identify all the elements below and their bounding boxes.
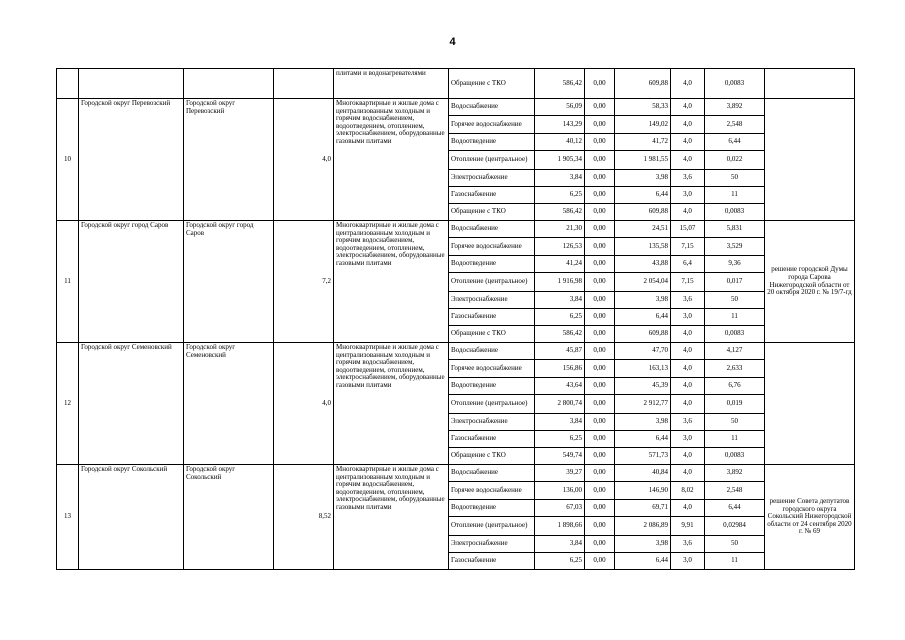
value-cell: 4,0: [671, 69, 705, 99]
district-name-2: Городской округ Перевозский: [184, 99, 274, 221]
value-cell: 549,74: [535, 448, 585, 465]
value-cell: 50: [705, 414, 765, 431]
value-cell: 6,44: [705, 134, 765, 151]
value-cell: 45,87: [535, 343, 585, 360]
value-cell: 3,84: [535, 292, 585, 309]
value-cell: 571,73: [615, 448, 671, 465]
value-cell: 3,0: [671, 431, 705, 448]
value-cell: 11: [705, 553, 765, 570]
page-number: 4: [449, 36, 456, 48]
value-cell: 0,0083: [705, 69, 765, 99]
value-cell: 4,0: [671, 134, 705, 151]
value-cell: 4,0: [671, 378, 705, 395]
index-value: 4,0: [274, 99, 334, 221]
value-cell: 50: [705, 536, 765, 553]
value-cell: 45,39: [615, 378, 671, 395]
value-cell: 0,00: [585, 326, 615, 343]
value-cell: 0,00: [585, 273, 615, 292]
value-cell: 0,0083: [705, 326, 765, 343]
value-cell: 3,98: [615, 292, 671, 309]
district-name-2: Городской округ город Саров: [184, 221, 274, 343]
service-name: Обращение с ТКО: [449, 69, 535, 99]
value-cell: 6,76: [705, 378, 765, 395]
service-name: Водоотведение: [449, 378, 535, 395]
table-row: [57, 99, 855, 116]
service-name: Водоснабжение: [449, 343, 535, 360]
continuation-row: [57, 69, 855, 99]
value-cell: 586,42: [535, 204, 585, 221]
value-cell: 4,0: [671, 465, 705, 482]
value-cell: 0,017: [705, 273, 765, 292]
value-cell: 3,6: [671, 292, 705, 309]
decision-text: решение городской Думы города Сарова Нижегородской области от 20 октября 2020 г. № 19/7-гд: [765, 221, 855, 343]
value-cell: 40,12: [535, 134, 585, 151]
service-name: Водоотведение: [449, 134, 535, 151]
value-cell: 4,0: [671, 326, 705, 343]
value-cell: 0,0083: [705, 204, 765, 221]
value-cell: 43,88: [615, 256, 671, 273]
value-cell: 3,84: [535, 536, 585, 553]
value-cell: 69,71: [615, 500, 671, 517]
value-cell: 0,00: [585, 151, 615, 170]
value-cell: 24,51: [615, 221, 671, 238]
district-name-2: Городской округ Семеновский: [184, 343, 274, 465]
value-cell: 0,00: [585, 116, 615, 134]
service-name: Водоснабжение: [449, 221, 535, 238]
value-cell: 0,00: [585, 517, 615, 536]
value-cell: 1 905,34: [535, 151, 585, 170]
value-cell: 6,25: [535, 309, 585, 326]
value-cell: 9,91: [671, 517, 705, 536]
value-cell: 47,70: [615, 343, 671, 360]
value-cell: 0,00: [585, 378, 615, 395]
tariff-table: [56, 68, 855, 570]
value-cell: 3,0: [671, 187, 705, 204]
value-cell: 0,00: [585, 414, 615, 431]
value-cell: 0,022: [705, 151, 765, 170]
value-cell: 6,25: [535, 553, 585, 570]
value-cell: 6,25: [535, 187, 585, 204]
service-name: Электроснабжение: [449, 536, 535, 553]
value-cell: 2,548: [705, 482, 765, 500]
value-cell: 39,27: [535, 465, 585, 482]
value-cell: 0,00: [585, 360, 615, 378]
value-cell: 135,58: [615, 238, 671, 256]
category-text: Многоквартирные и жилые дома с централизованным холодным и горячим водоснабжением, водоотведением, отоплением, электроснабжением, оборудованные газовыми плитами: [334, 221, 449, 343]
service-name: Водоотведение: [449, 256, 535, 273]
block-number: 10: [57, 99, 79, 221]
value-cell: 3,892: [705, 465, 765, 482]
value-cell: 0,00: [585, 553, 615, 570]
value-cell: 4,0: [671, 360, 705, 378]
value-cell: 0,00: [585, 69, 615, 99]
value-cell: 11: [705, 431, 765, 448]
value-cell: 11: [705, 309, 765, 326]
service-name: Обращение с ТКО: [449, 326, 535, 343]
district-name: Городской округ Сокольский: [79, 465, 184, 570]
value-cell: 6,44: [705, 500, 765, 517]
value-cell: 7,15: [671, 273, 705, 292]
table-row: [57, 343, 855, 360]
value-cell: 163,13: [615, 360, 671, 378]
value-cell: 0,00: [585, 536, 615, 553]
value-cell: 0,019: [705, 395, 765, 414]
value-cell: 609,88: [615, 326, 671, 343]
value-cell: 6,44: [615, 431, 671, 448]
service-name: Газоснабжение: [449, 431, 535, 448]
value-cell: 609,88: [615, 204, 671, 221]
value-cell: 3,529: [705, 238, 765, 256]
district-name: Городской округ Перевозский: [79, 99, 184, 221]
value-cell: 41,24: [535, 256, 585, 273]
value-cell: 50: [705, 170, 765, 187]
decision-text: [765, 343, 855, 465]
value-cell: 3,6: [671, 414, 705, 431]
value-cell: 6,44: [615, 553, 671, 570]
value-cell: 6,4: [671, 256, 705, 273]
value-cell: 21,30: [535, 221, 585, 238]
num-cell: [57, 69, 79, 99]
table-row: [57, 221, 855, 238]
value-cell: 15,07: [671, 221, 705, 238]
index-value: 4,0: [274, 343, 334, 465]
value-cell: 8,02: [671, 482, 705, 500]
value-cell: 149,02: [615, 116, 671, 134]
decision-text: решение Совета депутатов городского округа Сокольский Нижегородской области от 24 сентября 2020 г. № 69: [765, 465, 855, 570]
value-cell: 3,6: [671, 170, 705, 187]
value-cell: 3,0: [671, 309, 705, 326]
value-cell: 0,00: [585, 431, 615, 448]
service-name: Водоснабжение: [449, 99, 535, 116]
district2-cell: [184, 69, 274, 99]
value-cell: 3,6: [671, 536, 705, 553]
value-cell: 4,0: [671, 204, 705, 221]
value-cell: 41,72: [615, 134, 671, 151]
value-cell: 6,44: [615, 187, 671, 204]
category-cell: плитами и водонагревателями: [334, 69, 449, 99]
value-cell: 9,36: [705, 256, 765, 273]
value-cell: 67,03: [535, 500, 585, 517]
value-cell: 2 054,04: [615, 273, 671, 292]
category-text: Многоквартирные и жилые дома с централизованным холодным и горячим водоснабжением, водоотведением, отоплением, электроснабжением, оборудованные газовыми плитами: [334, 465, 449, 570]
service-name: Газоснабжение: [449, 309, 535, 326]
value-cell: 43,64: [535, 378, 585, 395]
value-cell: 4,0: [671, 151, 705, 170]
value-cell: 56,09: [535, 99, 585, 116]
service-name: Водоснабжение: [449, 465, 535, 482]
service-name: Электроснабжение: [449, 170, 535, 187]
index-value: 8,52: [274, 465, 334, 570]
value-cell: 0,00: [585, 99, 615, 116]
value-cell: 0,00: [585, 187, 615, 204]
value-cell: 50: [705, 292, 765, 309]
service-name: Обращение с ТКО: [449, 448, 535, 465]
value-cell: 0,00: [585, 292, 615, 309]
service-name: Горячее водоснабжение: [449, 360, 535, 378]
district-cell: [79, 69, 184, 99]
value-cell: 146,90: [615, 482, 671, 500]
service-name: Обращение с ТКО: [449, 204, 535, 221]
value-cell: 0,02984: [705, 517, 765, 536]
value-cell: 3,0: [671, 553, 705, 570]
value-cell: 6,25: [535, 431, 585, 448]
value-cell: 6,44: [615, 309, 671, 326]
district-name: Городской округ Семеновский: [79, 343, 184, 465]
service-name: Отопление (центральное): [449, 517, 535, 536]
value-cell: 586,42: [535, 326, 585, 343]
value-cell: 0,00: [585, 256, 615, 273]
value-cell: 7,15: [671, 238, 705, 256]
service-name: Горячее водоснабжение: [449, 482, 535, 500]
service-name: Отопление (центральное): [449, 395, 535, 414]
value-cell: 4,0: [671, 500, 705, 517]
value-cell: 0,00: [585, 170, 615, 187]
value-cell: 1 916,98: [535, 273, 585, 292]
value-cell: 58,33: [615, 99, 671, 116]
value-cell: 4,0: [671, 99, 705, 116]
value-cell: 4,127: [705, 343, 765, 360]
block-number: 13: [57, 465, 79, 570]
block-number: 11: [57, 221, 79, 343]
service-name: Электроснабжение: [449, 414, 535, 431]
service-name: Горячее водоснабжение: [449, 116, 535, 134]
value-cell: 126,53: [535, 238, 585, 256]
value-cell: 2,633: [705, 360, 765, 378]
service-name: Газоснабжение: [449, 187, 535, 204]
decision-text: [765, 99, 855, 221]
value-cell: 2,548: [705, 116, 765, 134]
value-cell: 4,0: [671, 448, 705, 465]
value-cell: 0,00: [585, 448, 615, 465]
value-cell: 0,00: [585, 465, 615, 482]
value-cell: 3,84: [535, 170, 585, 187]
service-name: Отопление (центральное): [449, 273, 535, 292]
value-cell: 3,98: [615, 414, 671, 431]
service-name: Газоснабжение: [449, 553, 535, 570]
service-name: Горячее водоснабжение: [449, 238, 535, 256]
block-number: 12: [57, 343, 79, 465]
district-name: Городской округ город Саров: [79, 221, 184, 343]
value-cell: 586,42: [535, 69, 585, 99]
value-cell: 4,0: [671, 395, 705, 414]
value-cell: 4,0: [671, 116, 705, 134]
value-cell: 0,00: [585, 204, 615, 221]
value-cell: 3,98: [615, 170, 671, 187]
value-cell: 0,00: [585, 395, 615, 414]
category-text: Многоквартирные и жилые дома с централизованным холодным и горячим водоснабжением, водоотведением, отоплением, электроснабжением, оборудованные газовыми плитами: [334, 99, 449, 221]
index-cell: [274, 69, 334, 99]
service-name: Электроснабжение: [449, 292, 535, 309]
table-row: [57, 465, 855, 482]
service-name: Водоотведение: [449, 500, 535, 517]
district-name-2: Городской округ Сокольский: [184, 465, 274, 570]
value-cell: 2 912,77: [615, 395, 671, 414]
value-cell: 609,88: [615, 69, 671, 99]
value-cell: 0,00: [585, 221, 615, 238]
category-text: Многоквартирные и жилые дома с централизованным холодным и горячим водоснабжением, водоотведением, отоплением, электроснабжением, оборудованные газовыми плитами: [334, 343, 449, 465]
value-cell: 0,00: [585, 343, 615, 360]
value-cell: 1 898,66: [535, 517, 585, 536]
value-cell: 0,0083: [705, 448, 765, 465]
value-cell: 3,84: [535, 414, 585, 431]
value-cell: 1 981,55: [615, 151, 671, 170]
value-cell: 4,0: [671, 343, 705, 360]
value-cell: 2 086,89: [615, 517, 671, 536]
value-cell: 3,98: [615, 536, 671, 553]
decision-cell: [765, 69, 855, 99]
value-cell: 40,84: [615, 465, 671, 482]
value-cell: 136,00: [535, 482, 585, 500]
value-cell: 0,00: [585, 309, 615, 326]
value-cell: 0,00: [585, 238, 615, 256]
value-cell: 0,00: [585, 134, 615, 151]
value-cell: 5,831: [705, 221, 765, 238]
value-cell: 156,86: [535, 360, 585, 378]
value-cell: 11: [705, 187, 765, 204]
value-cell: 143,29: [535, 116, 585, 134]
service-name: Отопление (центральное): [449, 151, 535, 170]
index-value: 7,2: [274, 221, 334, 343]
value-cell: 2 800,74: [535, 395, 585, 414]
value-cell: 0,00: [585, 500, 615, 517]
value-cell: 3,892: [705, 99, 765, 116]
value-cell: 0,00: [585, 482, 615, 500]
